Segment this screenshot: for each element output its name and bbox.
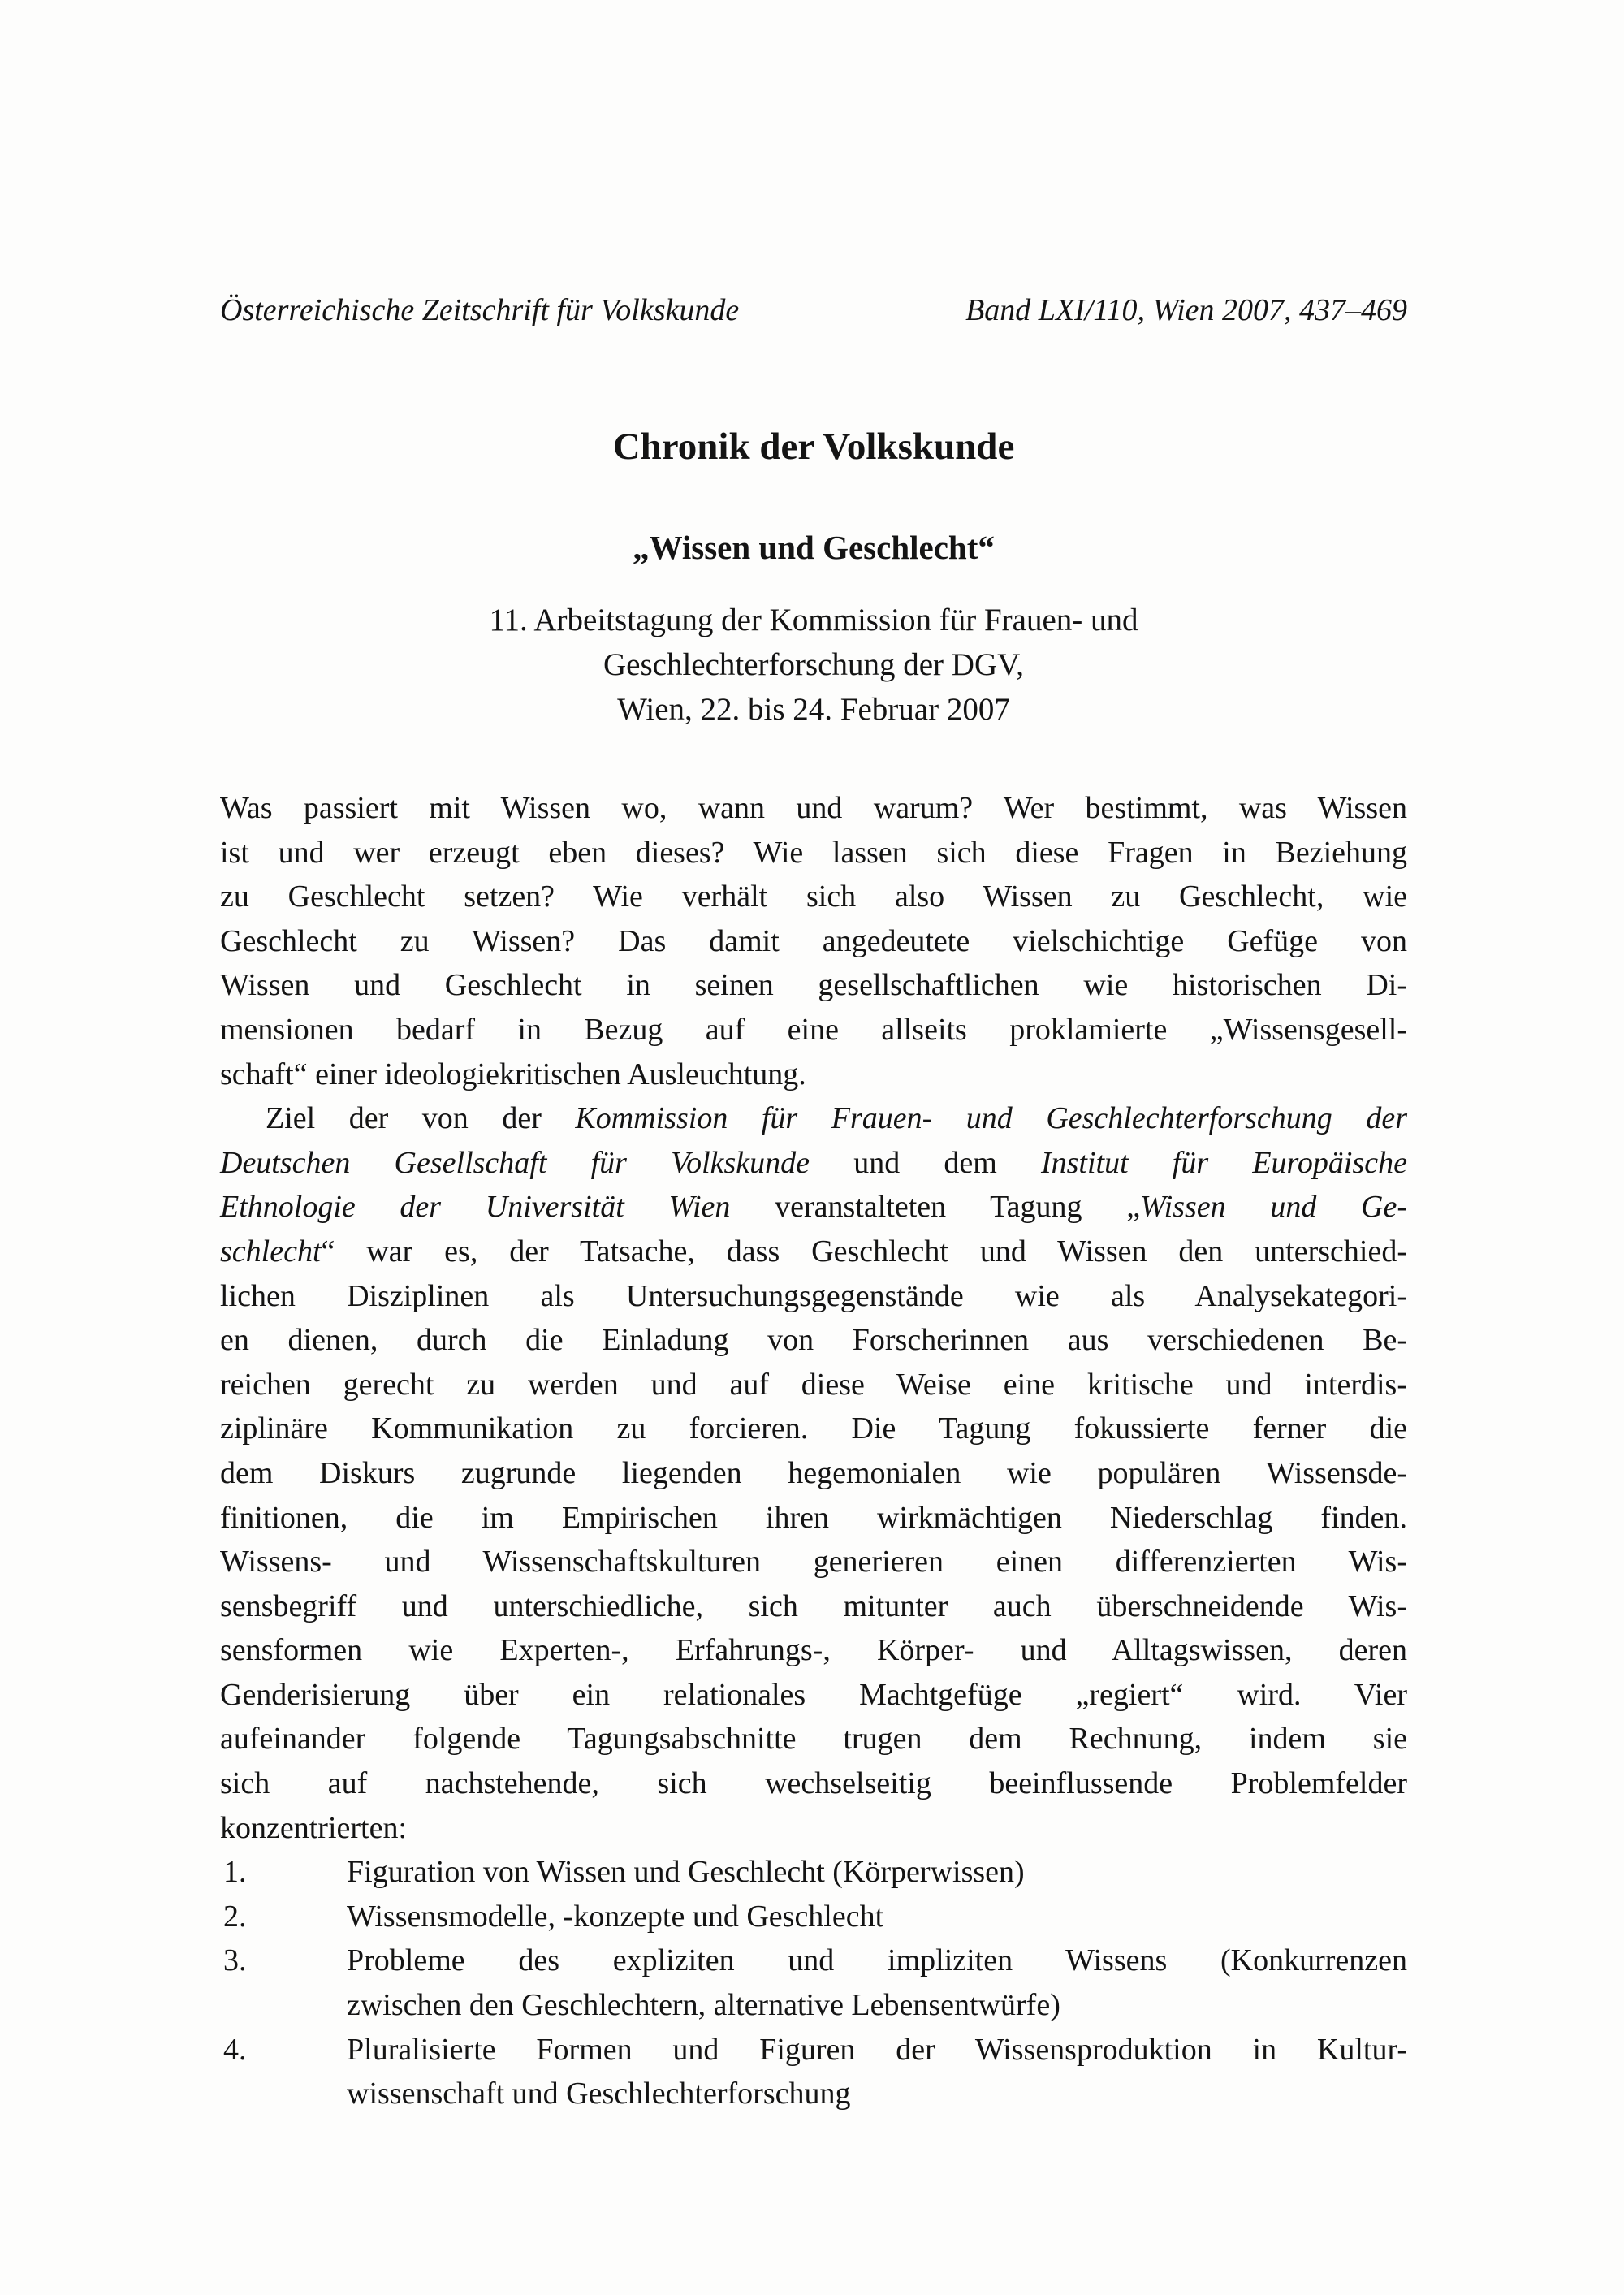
meeting-info <box>220 598 1407 732</box>
text-run: Was passiert mit Wissen wo, wann und warum? Wer bestimmt, was Wissen <box>220 791 1407 825</box>
paragraph-line <box>220 1052 1407 1097</box>
text-run: Pluralisierte Formen und Figuren der Wissensproduktion in Kultur- <box>347 2032 1407 2067</box>
paragraph-line <box>220 1584 1407 1629</box>
paragraph-line <box>220 919 1407 964</box>
text-run: aufeinander folgende Tagungsabschnitte trugen dem Rechnung, indem sie <box>220 1722 1407 1757</box>
paragraph-line <box>220 963 1407 1008</box>
paragraph-line <box>220 1230 1407 1274</box>
text-run: dem Diskurs zugrunde liegenden hegemonialen wie populären Wissensde- <box>220 1455 1407 1490</box>
paragraph-line <box>220 1540 1407 1584</box>
italic-run: Wissen und Ge- <box>1140 1190 1408 1225</box>
text-run: veranstalteten Tagung „ <box>730 1190 1141 1225</box>
list-item-line <box>220 1850 1407 1895</box>
paragraph-line <box>220 1451 1407 1496</box>
paragraph-line <box>220 1407 1407 1451</box>
list-number: 1. <box>223 1855 247 1890</box>
list-item-line <box>220 2028 1407 2072</box>
list-number: 4. <box>223 2032 247 2067</box>
paragraph-line <box>220 1185 1407 1230</box>
paragraph-line <box>220 1363 1407 1407</box>
text-run: sensformen wie Experten-, Erfahrungs-, Körper- und Alltagswissen, deren <box>220 1633 1407 1668</box>
text-run: Wissen und Geschlecht in seinen gesellschaftlichen wie historischen Di- <box>220 968 1407 1003</box>
list-item-line <box>220 1895 1407 1939</box>
text-run: Genderisierung über ein relationales Machtgefüge „regiert“ wird. Vier <box>220 1677 1407 1712</box>
meeting-line: Geschlechterforschung der DGV, <box>603 647 1025 682</box>
paragraph-line <box>220 1673 1407 1718</box>
text-run: sensbegriff und unterschiedliche, sich mitunter auch überschneidende Wis- <box>220 1588 1407 1623</box>
conference-title: „Wissen und Geschlecht“ <box>633 529 995 566</box>
paragraph-line <box>220 1628 1407 1673</box>
text-run: ziplinäre Kommunikation zu forcieren. Die Tagung fokussierte ferner die <box>220 1411 1407 1446</box>
text-run: Probleme des expliziten und impliziten Wissens (Konkurrenzen <box>347 1943 1407 1978</box>
text-run: zwischen den Geschlechtern, alternative Lebensentwürfe) <box>347 1988 1060 2023</box>
paragraph-line <box>220 831 1407 875</box>
section-title: Chronik der Volkskunde <box>612 426 1015 468</box>
issue-info: Band LXI/110, Wien 2007, 437–469 <box>965 293 1407 327</box>
text-run: Figuration von Wissen und Geschlecht (Körperwissen) <box>347 1855 1025 1890</box>
text-run: ist und wer erzeugt eben dieses? Wie lassen sich diese Fragen in Beziehung <box>220 835 1407 870</box>
paragraph-line <box>220 1141 1407 1186</box>
list-item-line <box>220 1983 1407 2028</box>
paragraph-line <box>220 1496 1407 1541</box>
text-run: “ war es, der Tatsache, dass Geschlecht und Wissen den unterschied- <box>321 1234 1407 1269</box>
italic-run: Deutschen Gesellschaft für Volkskunde <box>220 1145 810 1180</box>
list-item-line <box>220 2072 1407 2116</box>
text-run: und dem <box>810 1145 1041 1180</box>
text-run: finitionen, die im Empirischen ihren wirkmächtigen Niederschlag finden. <box>220 1500 1407 1535</box>
text-run: schaft“ einer ideologiekritischen Ausleuchtung. <box>220 1057 806 1091</box>
italic-run: Kommission für Frauen- und Geschlechterforschung der <box>575 1101 1407 1136</box>
text-run: Wissensmodelle, -konzepte und Geschlecht <box>347 1899 884 1934</box>
running-head <box>220 291 1407 330</box>
text-run: konzentrierten: <box>220 1810 408 1845</box>
italic-run: Institut für Europäische <box>1040 1145 1407 1180</box>
journal-name: Österreichische Zeitschrift für Volkskunde <box>220 293 740 327</box>
text-run: reichen gerecht zu werden und auf diese Weise eine kritische und interdis- <box>220 1367 1407 1402</box>
paragraph-line <box>220 1008 1407 1052</box>
paragraph-line <box>220 1318 1407 1363</box>
text-run: wissenschaft und Geschlechterforschung <box>347 2077 851 2111</box>
italic-run: schlecht <box>220 1234 322 1269</box>
list-number: 2. <box>223 1899 247 1934</box>
text-run: zu Geschlecht setzen? Wie verhält sich also Wissen zu Geschlecht, wie <box>220 880 1407 914</box>
list-number: 3. <box>223 1943 247 1978</box>
text-run: Geschlecht zu Wissen? Das damit angedeutete vielschichtige Gefüge von <box>220 923 1407 958</box>
text-run: Ziel der von der <box>266 1101 576 1136</box>
paragraph-line <box>220 1096 1407 1141</box>
text-run: en dienen, durch die Einladung von Forscherinnen aus verschiedenen Be- <box>220 1323 1407 1358</box>
text-run: sich auf nachstehende, sich wechselseitig beeinflussende Problemfelder <box>220 1766 1407 1801</box>
list-item-line <box>220 1938 1407 1983</box>
paragraph-line <box>220 1274 1407 1319</box>
paragraph-line <box>220 786 1407 831</box>
meeting-line: 11. Arbeitstagung der Kommission für Frauen- und <box>489 603 1138 638</box>
text-run: mensionen bedarf in Bezug auf eine allseits proklamierte „Wissensgesell- <box>220 1012 1407 1047</box>
paragraph-line <box>220 1806 1407 1851</box>
text-run: Wissens- und Wissenschaftskulturen generieren einen differenzierten Wis- <box>220 1545 1407 1580</box>
paragraph-line <box>220 875 1407 919</box>
article-body <box>220 786 1407 2116</box>
text-run: lichen Disziplinen als Untersuchungsgegenstände wie als Analysekategori- <box>220 1278 1407 1313</box>
paragraph-line <box>220 1761 1407 1806</box>
italic-run: Ethnologie der Universität Wien <box>220 1190 731 1225</box>
meeting-line: Wien, 22. bis 24. Februar 2007 <box>617 692 1010 727</box>
paragraph-line <box>220 1717 1407 1761</box>
